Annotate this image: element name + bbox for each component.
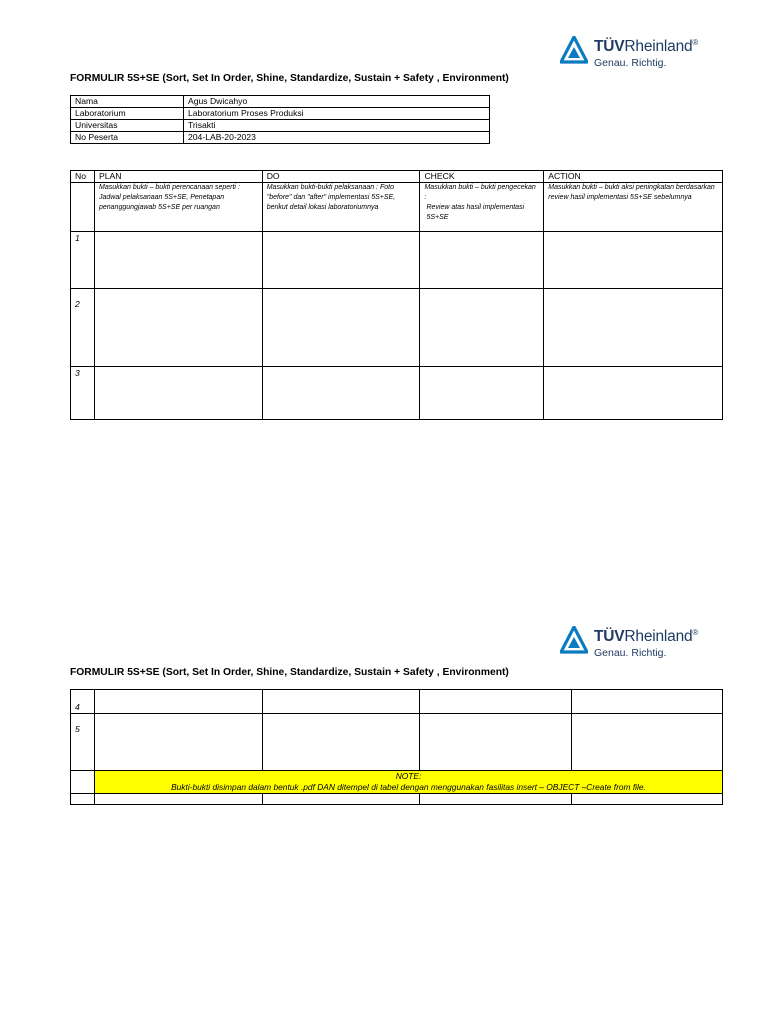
info-row-laboratorium xyxy=(71,108,490,120)
pdca-table-continued xyxy=(70,689,723,805)
info-row-nama xyxy=(71,96,490,108)
do-cell[interactable] xyxy=(262,232,420,289)
tuv-logo xyxy=(560,626,710,666)
table-row xyxy=(71,794,723,805)
check-description-line-1: Masukkan bukti – bukti pengecekan : xyxy=(424,184,536,201)
table-row xyxy=(71,289,723,367)
note-text: Bukti-bukti disimpan dalam bentuk .pdf DAN ditempel di tabel dengan menggunakan fasilitas insert – OBJECT –Create from file. xyxy=(171,782,646,792)
table-description-row xyxy=(71,183,723,232)
plan-cell[interactable] xyxy=(94,690,262,714)
info-row-no-peserta xyxy=(71,132,490,144)
info-row-universitas xyxy=(71,120,490,132)
header-no: No xyxy=(71,171,95,183)
pdca-table xyxy=(70,170,723,420)
header-action: ACTION xyxy=(544,171,723,183)
brand-tagline: Genau. Richtig. xyxy=(594,57,667,69)
form-page-2 xyxy=(0,590,768,1024)
brand-name: TÜVRheinland® xyxy=(594,38,699,56)
info-value: Agus Dwicahyo xyxy=(184,96,490,108)
note-cell xyxy=(94,771,722,794)
table-row xyxy=(71,367,723,420)
check-description xyxy=(420,183,544,232)
plan-cell[interactable] xyxy=(94,289,262,367)
note-row xyxy=(71,771,723,794)
action-cell[interactable] xyxy=(544,232,723,289)
row-number: 1 xyxy=(71,232,95,289)
row-number: 2 xyxy=(71,289,95,367)
table-row xyxy=(71,714,723,771)
empty-cell xyxy=(262,794,420,805)
form-title: FORMULIR 5S+SE (Sort, Set In Order, Shine, Standardize, Sustain + Safety , Environment) xyxy=(70,73,509,84)
do-description: Masukkan bukti-bukti pelaksanaan : Foto "before" dan "after" implementasi 5S+SE, berikut detail lokasi laboratoriumnya xyxy=(262,183,420,232)
description-no-cell xyxy=(71,183,95,232)
info-value: 204-LAB-20-2023 xyxy=(184,132,490,144)
row-number: 4 xyxy=(71,690,95,714)
participant-info-table xyxy=(70,95,490,144)
triangle-logo-icon xyxy=(560,36,588,64)
check-cell[interactable] xyxy=(420,714,572,771)
do-cell[interactable] xyxy=(262,690,420,714)
note-title: NOTE: xyxy=(395,771,422,781)
brand-tagline: Genau. Richtig. xyxy=(594,647,667,659)
tuv-logo xyxy=(560,36,710,76)
action-description: Masukkan bukti – bukti aksi peningkatan berdasarkan review hasil implementasi 5S+SE sebelumnya xyxy=(544,183,723,232)
row-number: 3 xyxy=(71,367,95,420)
check-cell[interactable] xyxy=(420,289,544,367)
action-cell[interactable] xyxy=(544,289,723,367)
empty-cell xyxy=(572,794,723,805)
table-row xyxy=(71,232,723,289)
do-cell[interactable] xyxy=(262,367,420,420)
empty-cell xyxy=(71,794,95,805)
note-no-cell xyxy=(71,771,95,794)
check-description-line-2: Review atas hasil implementasi 5S+SE xyxy=(426,204,525,221)
do-cell[interactable] xyxy=(262,289,420,367)
plan-cell[interactable] xyxy=(94,714,262,771)
check-cell[interactable] xyxy=(420,690,572,714)
info-label: No Peserta xyxy=(71,132,184,144)
form-title: FORMULIR 5S+SE (Sort, Set In Order, Shine, Standardize, Sustain + Safety , Environment) xyxy=(70,667,509,678)
info-label: Nama xyxy=(71,96,184,108)
do-cell[interactable] xyxy=(262,714,420,771)
empty-cell xyxy=(94,794,262,805)
plan-description: Masukkan bukti – bukti perencanaan seperti : Jadwal pelaksanaan 5S+SE, Penetapan penanggungjawab 5S+SE per ruangan xyxy=(94,183,262,232)
brand-name: TÜVRheinland® xyxy=(594,628,699,646)
header-do: DO xyxy=(262,171,420,183)
info-label: Universitas xyxy=(71,120,184,132)
info-label: Laboratorium xyxy=(71,108,184,120)
triangle-logo-icon xyxy=(560,626,588,654)
header-check: CHECK xyxy=(420,171,544,183)
row-number: 5 xyxy=(71,714,95,771)
action-cell[interactable] xyxy=(572,714,723,771)
action-cell[interactable] xyxy=(544,367,723,420)
table-header-row xyxy=(71,171,723,183)
action-cell[interactable] xyxy=(572,690,723,714)
info-value: Trisakti xyxy=(184,120,490,132)
header-plan: PLAN xyxy=(94,171,262,183)
empty-cell xyxy=(420,794,572,805)
table-row xyxy=(71,690,723,714)
check-cell[interactable] xyxy=(420,232,544,289)
plan-cell[interactable] xyxy=(94,367,262,420)
check-cell[interactable] xyxy=(420,367,544,420)
plan-cell[interactable] xyxy=(94,232,262,289)
info-value: Laboratorium Proses Produksi xyxy=(184,108,490,120)
